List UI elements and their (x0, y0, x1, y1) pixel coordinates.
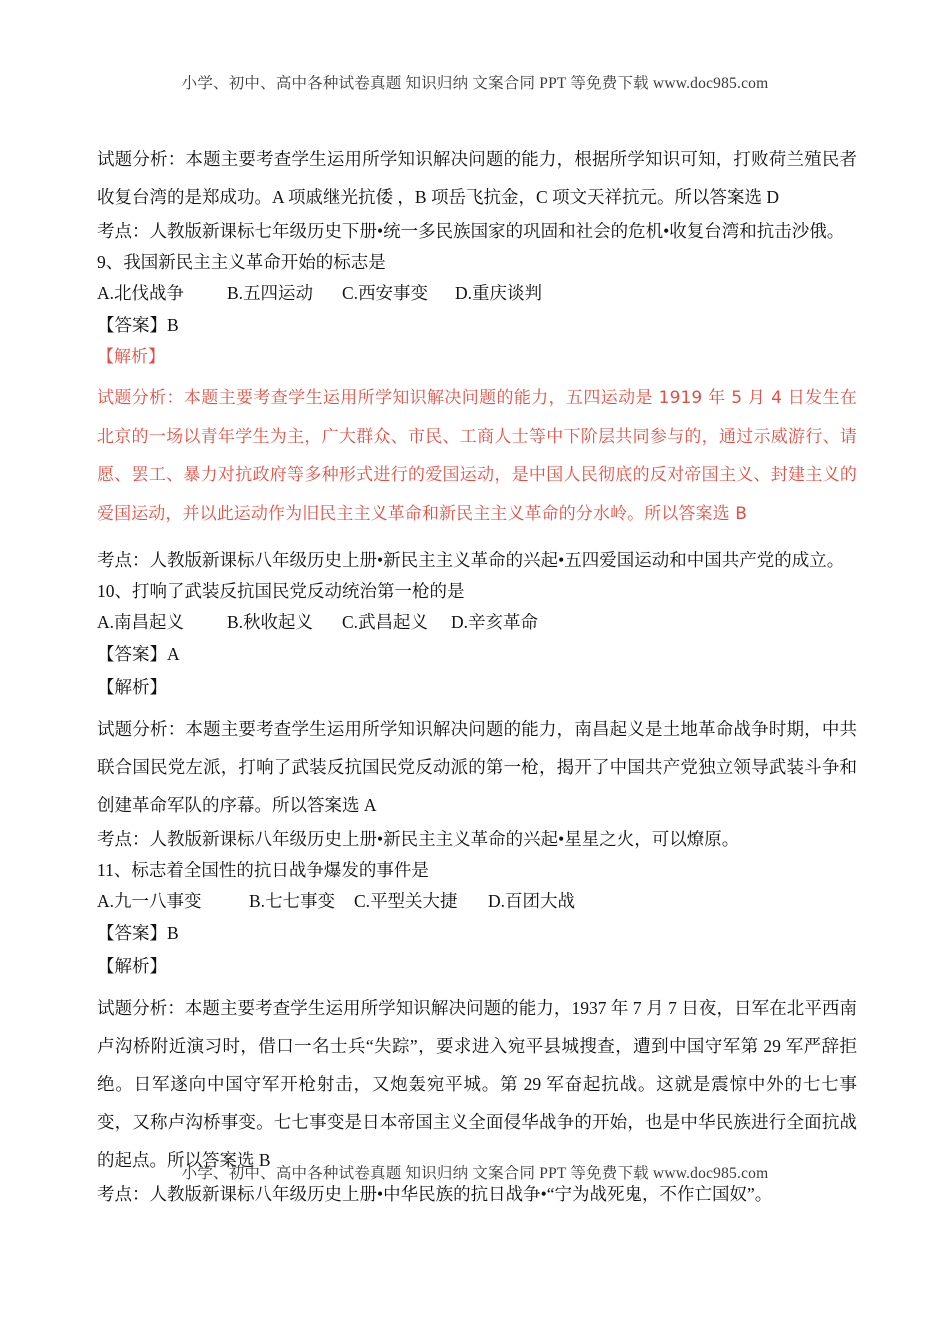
option-label: 南昌起义 (114, 612, 185, 632)
option-9-c[interactable] (342, 278, 455, 309)
answer-line-10 (97, 638, 857, 671)
option-10-a[interactable] (97, 607, 227, 638)
question-stem-11 (97, 855, 857, 886)
option-label: 北伐战争 (114, 283, 185, 303)
question-stem-10 (97, 576, 857, 607)
option-label: 重庆谈判 (472, 283, 543, 303)
option-11-a[interactable] (97, 886, 249, 917)
option-key: B. (249, 891, 266, 911)
option-key: C. (342, 283, 359, 303)
option-label: 辛亥革命 (468, 612, 539, 632)
option-key: C. (342, 612, 359, 632)
option-9-a[interactable] (97, 278, 227, 309)
option-10-b[interactable] (227, 607, 342, 638)
option-9-d[interactable] (455, 278, 542, 309)
question-number-10: 10、 (97, 581, 132, 601)
option-11-b[interactable] (249, 886, 354, 917)
option-key: D. (455, 283, 473, 303)
question-number-11: 11、 (97, 860, 132, 880)
answer-line-9 (97, 309, 857, 342)
q8-kaodian-line: 考点：人教版新课标七年级历史下册•统一多民族国家的巩固和社会的危机•收复台湾和抗击沙俄。 (97, 221, 845, 241)
analysis-paragraph-10: 试题分析：本题主要考查学生运用所学知识解决问题的能力，南昌起义是土地革命战争时期，中共联合国民党左派，打响了武装反抗国民党反动派的第一枪，揭开了中国共产党独立领导武装斗争和创建革命军队的序幕。所以答案选 A (97, 719, 857, 815)
question-text-10: 打响了武装反抗国民党反动统治第一枪的是 (132, 581, 465, 601)
kaodian-line-9: 考点：人教版新课标八年级历史上册•新民主主义革命的兴起•五四爱国运动和中国共产党的成立。 (97, 550, 845, 570)
explain-label-10: 【解析】 (97, 677, 167, 697)
option-key: D. (451, 612, 469, 632)
option-label: 百团大战 (505, 891, 576, 911)
question-stem-9 (97, 247, 857, 278)
option-key: B. (227, 283, 244, 303)
question-text-11: 标志着全国性的抗日战争爆发的事件是 (131, 860, 429, 880)
option-key: A. (97, 891, 115, 911)
question-number-9: 9、 (97, 252, 124, 272)
question-text-9: 我国新民主主义革命开始的标志是 (123, 252, 386, 272)
option-label: 五四运动 (243, 283, 314, 303)
answer-label-9: 【答案】 (97, 315, 167, 335)
option-9-b[interactable] (227, 278, 342, 309)
q8-analysis-paragraph: 试题分析：本题主要考查学生运用所学知识解决问题的能力，根据所学知识可知，打败荷兰殖民者收复台湾的是郑成功。A 项戚继光抗倭 ，B 项岳飞抗金，C 项文天祥抗元。所以答案选 D (97, 149, 857, 207)
answer-label-10: 【答案】 (97, 644, 167, 664)
option-label: 九一八事变 (114, 891, 202, 911)
question-block-9 (97, 247, 857, 576)
option-key: D. (488, 891, 506, 911)
option-key: A. (97, 283, 115, 303)
watermark-footer: 小学、初中、高中各种试卷真题 知识归纳 文案合同 PPT 等免费下载 www.doc985.com (181, 1165, 769, 1182)
answer-value-9: B (167, 315, 179, 335)
kaodian-line-11: 考点：人教版新课标八年级历史上册•中华民族的抗日战争•“宁为战死鬼，不作亡国奴”。 (97, 1184, 773, 1204)
option-label: 西安事变 (358, 283, 429, 303)
option-10-c[interactable] (342, 607, 451, 638)
kaodian-line-10: 考点：人教版新课标八年级历史上册•新民主主义革命的兴起•星星之火，可以燎原。 (97, 829, 740, 849)
option-label: 武昌起义 (358, 612, 429, 632)
option-label: 平型关大捷 (370, 891, 458, 911)
option-key: C. (354, 891, 371, 911)
watermark-header: 小学、初中、高中各种试卷真题 知识归纳 文案合同 PPT 等免费下载 www.doc985.com (181, 75, 769, 92)
options-row-9 (97, 278, 857, 309)
question-block-11 (97, 855, 857, 1210)
options-row-10 (97, 607, 857, 638)
analysis-paragraph-11: 试题分析：本题主要考查学生运用所学知识解决问题的能力，1937 年 7 月 7 日夜，日军在北平西南卢沟桥附近演习时，借口一名士兵“失踪”，要求进入宛平县城搜查，遭到中国守军第 29 军严辞拒绝。日军遂向中国守军开枪射击，又炮轰宛平城。第 29 军奋起抗战。这就是震惊中外的七七事变，又称卢沟桥事变。七七事变是日本帝国主义全面侵华战争的开始，也是中华民族进行全面抗战的起点。所以答案选 B (97, 998, 857, 1170)
option-11-d[interactable] (488, 886, 575, 917)
answer-line-11 (97, 917, 857, 950)
option-label: 七七事变 (265, 891, 336, 911)
option-label: 秋收起义 (243, 612, 314, 632)
document-body (97, 140, 857, 1210)
explain-label-9: 【解析】 (97, 347, 165, 367)
spacer (97, 533, 857, 545)
answer-label-11: 【答案】 (97, 923, 167, 943)
explain-label-11: 【解析】 (97, 956, 167, 976)
options-row-11 (97, 886, 857, 917)
answer-value-11: B (167, 923, 179, 943)
option-11-c[interactable] (354, 886, 488, 917)
option-key: A. (97, 612, 115, 632)
option-key: B. (227, 612, 244, 632)
question-block-10 (97, 576, 857, 855)
option-10-d[interactable] (451, 607, 538, 638)
analysis-paragraph-9: 试题分析：本题主要考查学生运用所学知识解决问题的能力，五四运动是 1919 年 5 月 4 日发生在北京的一场以青年学生为主，广大群众、市民、工商人士等中下阶层共同参与的，通过示威游行、请愿、罢工、暴力对抗政府等多种形式进行的爱国运动，是中国人民彻底的反对帝国主义、封建主义的爱国运动，并以此运动作为旧民主主义革命和新民主主义革命的分水岭。所以答案选 B (97, 388, 857, 524)
answer-value-10: A (167, 644, 180, 664)
